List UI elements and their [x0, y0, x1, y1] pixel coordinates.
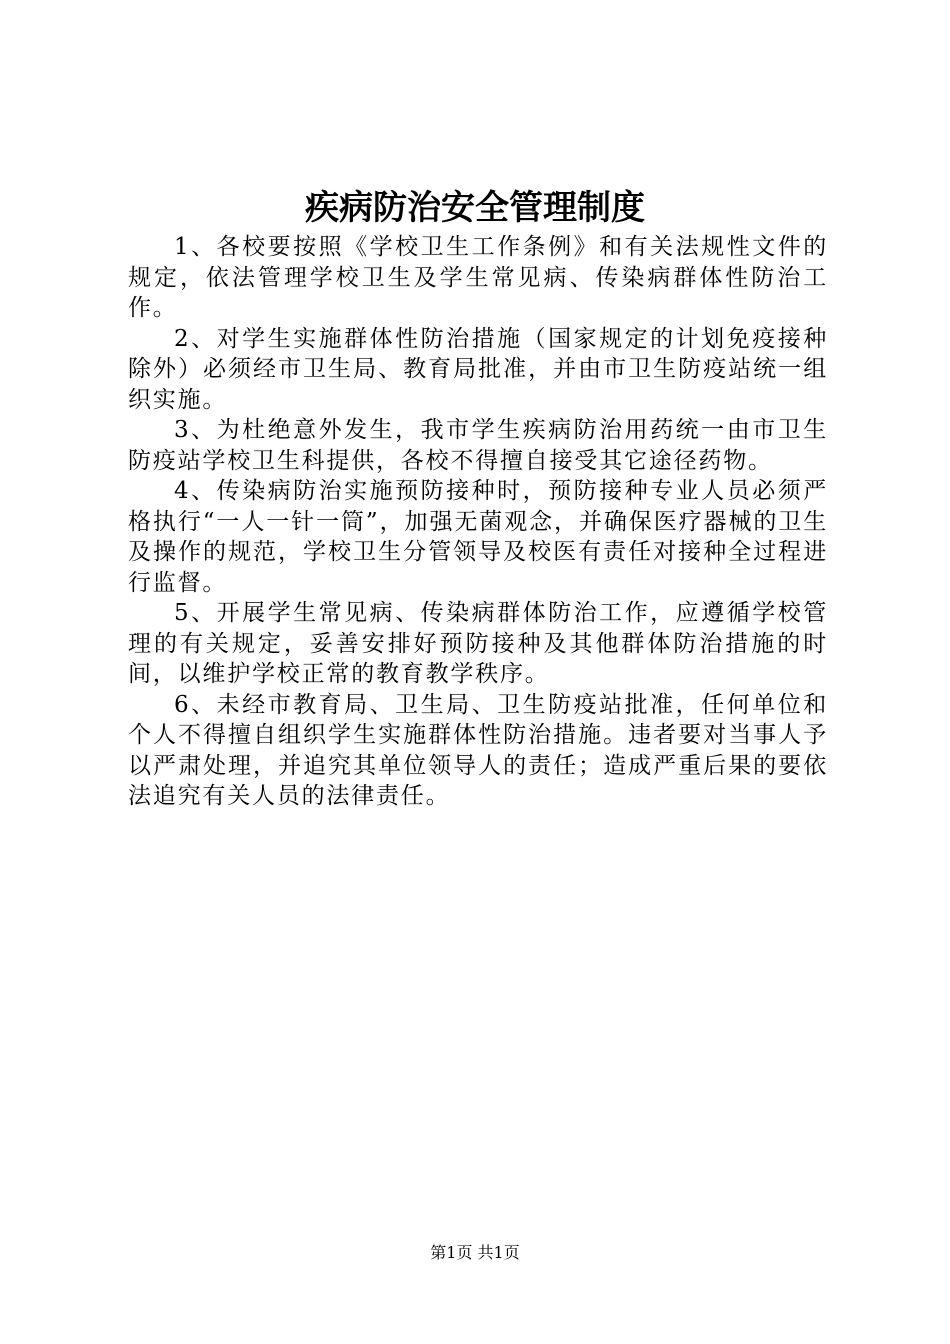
- paragraph-5: 5、开展学生常见病、传染病群体防治工作，应遵循学校管理的有关规定，妥善安排好预防接种及其他群体防治措施的时间，以维护学校正常的教育教学秩序。: [128, 600, 828, 687]
- page-footer: 第1页 共1页: [430, 1243, 520, 1262]
- paragraph-6: 6、未经市教育局、卫生局、卫生防疫站批准，任何单位和个人不得擅自组织学生实施群体性防治措施。违者要对当事人予以严肃处理，并追究其单位领导人的责任；造成严重后果的要依法追究有关人员的法律责任。: [128, 691, 828, 809]
- paragraph-1: 1、各校要按照《学校卫生工作条例》和有关法规性文件的规定，依法管理学校卫生及学生常见病、传染病群体性防治工作。: [128, 234, 828, 321]
- paragraph-3: 3、为杜绝意外发生，我市学生疾病防治用药统一由市卫生防疫站学校卫生科提供，各校不得擅自接受其它途径药物。: [128, 417, 828, 474]
- paragraph-4: 4、传染病防治实施预防接种时，预防接种专业人员必须严格执行“一人一针一筒”，加强无菌观念，并确保医疗器械的卫生及操作的规范，学校卫生分管领导及校医有责任对接种全过程进行监督。: [128, 478, 828, 596]
- page-title: 疾病防治安全管理制度: [305, 188, 645, 228]
- paragraph-2: 2、对学生实施群体性防治措施（国家规定的计划免疫接种除外）必须经市卫生局、教育局批准，并由市卫生防疫站统一组织实施。: [128, 325, 828, 413]
- document-body: [128, 232, 828, 812]
